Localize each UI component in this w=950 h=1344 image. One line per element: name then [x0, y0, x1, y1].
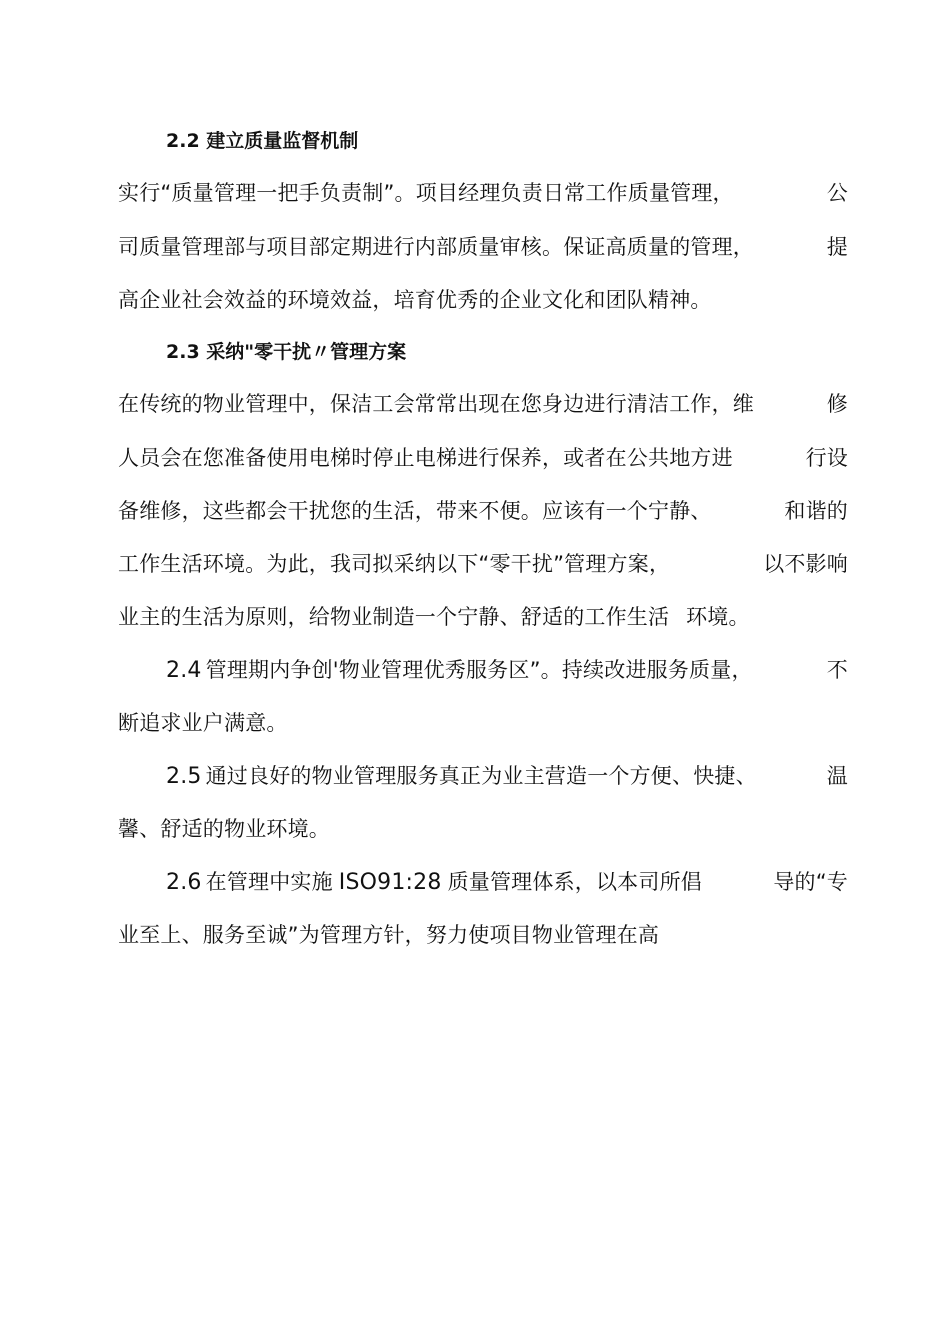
section-heading-2-2: 2.2 建立质量监督机制	[166, 130, 359, 152]
paragraph-line: 人员会在您准备使用电梯时停止电梯进行保养，或者在公共地方进 行设	[118, 446, 848, 470]
paragraph-line: 高企业社会效益的环境效益，培育优秀的企业文化和团队精神。	[118, 288, 712, 312]
paragraph-line: 实行“质量管理一把手负责制”。项目经理负责日常工作质量管理， 公	[118, 181, 848, 205]
paragraph-line: 工作生活环境。为此，我司拟采纳以下“零干扰”管理方案， 以不影响	[118, 552, 848, 576]
item-number: 2.5	[166, 764, 202, 789]
paragraph-line: 业主的生活为原则，给物业制造一个宁静、舒适的工作生活 环境。	[118, 605, 750, 629]
paragraph-line-2-5: 2.5 通过良好的物业管理服务真正为业主营造一个方便、快捷、 温	[166, 764, 848, 789]
paragraph-line: 备维修，这些都会干扰您的生活，带来不便。应该有一个宁静、 和谐的	[118, 499, 848, 523]
item-number: 2.6	[166, 870, 202, 895]
item-number: 2.4	[166, 658, 202, 683]
paragraph-line: 断追求业户满意。	[118, 711, 288, 735]
paragraph-line: 业至上、服务至诚”为管理方针，努力使项目物业管理在高	[118, 923, 660, 947]
paragraph-line: 馨、舒适的物业环境。	[118, 817, 330, 841]
paragraph-line: 司质量管理部与项目部定期进行内部质量审核。保证高质量的管理， 提	[118, 235, 848, 259]
paragraph-line-2-4: 2.4 管理期内争创'物业管理优秀服务区”。持续改进服务质量， 不	[166, 658, 848, 683]
paragraph-line: 在传统的物业管理中，保洁工会常常出现在您身边进行清洁工作，维 修	[118, 392, 848, 416]
section-heading-2-3: 2.3 采纳"零干扰〃管理方案	[166, 341, 407, 363]
paragraph-line-2-6: 2.6 在管理中实施 ISO91:28 质量管理体系，以本司所倡 导的“专	[166, 870, 848, 895]
